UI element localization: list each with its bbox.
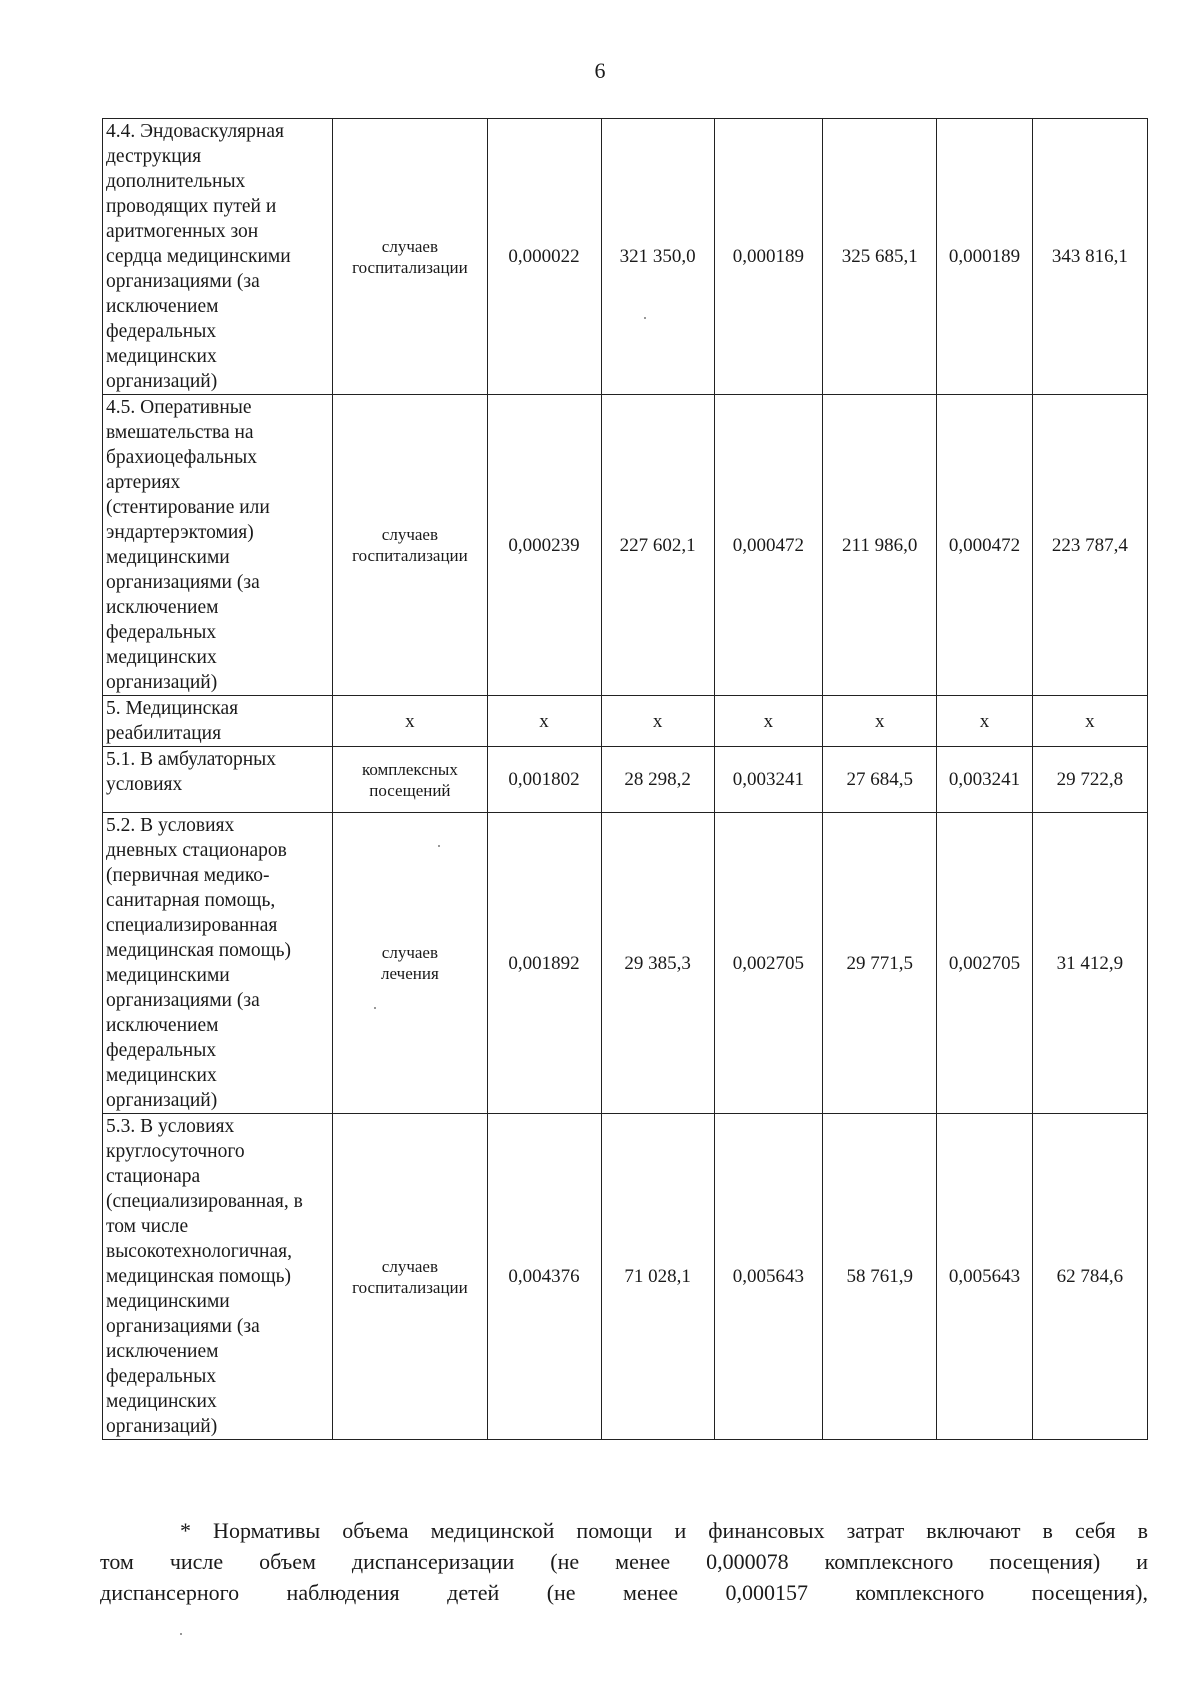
row-name-line: том числе — [106, 1216, 189, 1237]
row-name-line: деструкция — [106, 146, 202, 167]
row-name-line: вмешательства на — [106, 422, 254, 443]
value-cell: 0,001802 — [487, 747, 601, 813]
row-name-cell — [103, 747, 333, 813]
value-cell: х — [714, 696, 823, 747]
table-row — [103, 119, 1148, 395]
row-name-line: реабилитация — [106, 723, 222, 744]
value-cell: 325 685,1 — [823, 119, 937, 395]
row-name-line: организаций) — [106, 1416, 218, 1437]
unit-line: госпитализации — [352, 546, 468, 565]
row-name-line: организациями (за — [106, 572, 260, 593]
value-cell: 0,000239 — [487, 395, 601, 696]
footnote-line: том числе объем диспансеризации (не менее 0,000078 комплексного посещения) и — [100, 1549, 1148, 1574]
unit-cell — [333, 747, 487, 813]
row-name-line: круглосуточного — [106, 1141, 245, 1162]
norms-table — [102, 118, 1148, 1440]
row-name-line: федеральных — [106, 1040, 217, 1061]
row-name-line: организациями (за — [106, 271, 260, 292]
scan-speck — [438, 845, 440, 847]
unit-line: х — [405, 710, 415, 732]
value-cell: 0,000189 — [937, 119, 1033, 395]
unit-line: комплексных — [361, 759, 458, 779]
value-cell: 0,005643 — [714, 1114, 823, 1440]
value-cell: х — [1032, 696, 1147, 747]
scan-speck — [374, 1007, 376, 1009]
value-cell: 29 722,8 — [1032, 747, 1147, 813]
unit-cell — [333, 1114, 487, 1440]
table-row — [103, 696, 1148, 747]
row-name-line: исключением — [106, 1341, 219, 1362]
row-name-line: 5. Медицинская — [106, 698, 239, 719]
unit-line: случаев — [381, 236, 438, 256]
row-name-line: дневных стационаров — [106, 840, 287, 861]
row-name-line: медицинских — [106, 1065, 217, 1086]
value-cell: 29 385,3 — [601, 813, 714, 1114]
unit-cell — [333, 696, 487, 747]
unit-line: посещений — [369, 780, 451, 800]
row-name-line: организаций) — [106, 371, 218, 392]
row-name-line: брахиоцефальных — [106, 447, 257, 468]
row-name-line: исключением — [106, 296, 219, 317]
footnote-line: * Нормативы объема медицинской помощи и финансовых затрат включают в себя в — [180, 1518, 1148, 1543]
value-cell: 321 350,0 — [601, 119, 714, 395]
norms-table-body — [103, 119, 1148, 1440]
scan-speck — [644, 317, 646, 319]
row-name-line: артериях — [106, 472, 181, 493]
page-number: 6 — [594, 58, 606, 83]
row-name-line: дополнительных — [106, 171, 246, 192]
value-cell: 0,000022 — [487, 119, 601, 395]
value-cell: х — [487, 696, 601, 747]
value-cell: 28 298,2 — [601, 747, 714, 813]
value-cell: 0,002705 — [714, 813, 823, 1114]
row-name-line: медицинских — [106, 647, 217, 668]
table-row — [103, 747, 1148, 813]
value-cell: 0,003241 — [937, 747, 1033, 813]
value-cell: х — [601, 696, 714, 747]
footnote — [100, 1515, 1148, 1608]
row-name-line: (стентирование или — [106, 497, 270, 518]
row-name-line: 5.2. В условиях — [106, 815, 235, 836]
value-cell: 58 761,9 — [823, 1114, 937, 1440]
value-cell: 0,005643 — [937, 1114, 1033, 1440]
footnote-line: диспансерного наблюдения детей (не менее 0,000157 комплексного посещения), — [100, 1580, 1148, 1605]
row-name-line: сердца медицинскими — [106, 246, 291, 267]
unit-line: госпитализации — [352, 1277, 468, 1297]
row-name-line: условиях — [106, 774, 183, 795]
row-name-line: 4.5. Оперативные — [106, 397, 252, 418]
row-name-line: (первичная медико- — [106, 865, 270, 886]
row-name-line: эндартерэктомия) — [106, 522, 254, 543]
value-cell: 0,000472 — [937, 395, 1033, 696]
value-cell: 0,001892 — [487, 813, 601, 1114]
unit-line: случаев — [381, 943, 438, 962]
value-cell: 62 784,6 — [1032, 1114, 1147, 1440]
row-name-cell — [103, 395, 333, 696]
row-name-line: 5.3. В условиях — [106, 1116, 235, 1137]
row-name-line: аритмогенных зон — [106, 221, 259, 242]
row-name-cell — [103, 813, 333, 1114]
value-cell: 0,002705 — [937, 813, 1033, 1114]
value-cell: 227 602,1 — [601, 395, 714, 696]
value-cell: 0,000189 — [714, 119, 823, 395]
value-cell: 31 412,9 — [1032, 813, 1147, 1114]
unit-line: случаев — [381, 525, 438, 544]
row-name-line: специализированная — [106, 915, 278, 936]
row-name-line: организациями (за — [106, 1316, 260, 1337]
unit-line: госпитализации — [352, 257, 468, 277]
row-name-line: федеральных — [106, 622, 217, 643]
unit-cell — [333, 395, 487, 696]
row-name-line: медицинскими — [106, 547, 230, 568]
value-cell: 29 771,5 — [823, 813, 937, 1114]
value-cell: 0,003241 — [714, 747, 823, 813]
row-name-line: стационара — [106, 1166, 201, 1187]
row-name-line: (специализированная, в — [106, 1191, 303, 1212]
row-name-line: 5.1. В амбулаторных — [106, 749, 277, 770]
value-cell: 0,000472 — [714, 395, 823, 696]
unit-line: случаев — [381, 1256, 438, 1276]
row-name-line: медицинская помощь) — [106, 1266, 292, 1287]
unit-cell — [333, 119, 487, 395]
value-cell: 0,004376 — [487, 1114, 601, 1440]
unit-line: лечения — [381, 964, 439, 983]
row-name-line: 4.4. Эндоваскулярная — [106, 121, 284, 142]
row-name-cell — [103, 1114, 333, 1440]
row-name-line: санитарная помощь, — [106, 890, 276, 911]
value-cell: х — [823, 696, 937, 747]
row-name-line: медицинская помощь) — [106, 940, 292, 961]
unit-cell — [333, 813, 487, 1114]
row-name-line: исключением — [106, 597, 219, 618]
row-name-line: медицинскими — [106, 1291, 230, 1312]
row-name-line: медицинских — [106, 346, 217, 367]
value-cell: 223 787,4 — [1032, 395, 1147, 696]
table-row — [103, 1114, 1148, 1440]
row-name-line: медицинских — [106, 1391, 217, 1412]
row-name-cell — [103, 119, 333, 395]
row-name-line: организаций) — [106, 672, 218, 693]
value-cell: 343 816,1 — [1032, 119, 1147, 395]
row-name-line: проводящих путей и — [106, 196, 277, 217]
row-name-line: федеральных — [106, 1366, 217, 1387]
value-cell: 211 986,0 — [823, 395, 937, 696]
row-name-line: федеральных — [106, 321, 217, 342]
table-row — [103, 395, 1148, 696]
row-name-line: организациями (за — [106, 990, 260, 1011]
row-name-line: исключением — [106, 1015, 219, 1036]
value-cell: 71 028,1 — [601, 1114, 714, 1440]
value-cell: х — [937, 696, 1033, 747]
row-name-cell — [103, 696, 333, 747]
table-row — [103, 813, 1148, 1114]
scan-speck — [180, 1633, 182, 1635]
row-name-line: высокотехнологичная, — [106, 1241, 292, 1262]
value-cell: 27 684,5 — [823, 747, 937, 813]
row-name-line: медицинскими — [106, 965, 230, 986]
row-name-line: организаций) — [106, 1090, 218, 1111]
